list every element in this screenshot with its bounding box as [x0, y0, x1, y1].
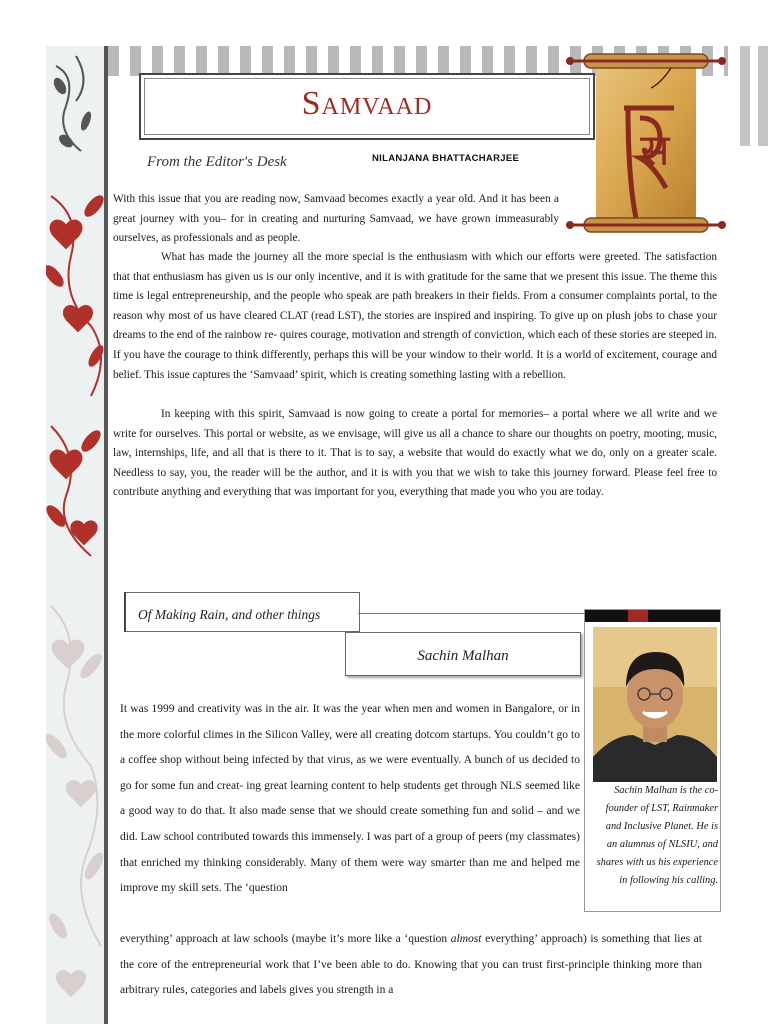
article-paragraph: [120, 927, 702, 1004]
photo-top-bar: [585, 610, 720, 622]
author-box: [345, 632, 581, 676]
sidebar-divider: [104, 46, 108, 1024]
editor-name: NILANJANA BHATTACHARJEE: [372, 153, 520, 164]
photo-caption: Sachin Malhan is the co-founder of LST, Rainmaker and Inclusive Planet. He is an alumnus of NLSIU, and shares with us his experience in following his calling.: [596, 785, 718, 886]
article-text: everything’ approach at law schools (maybe it’s more like a ‘question: [120, 933, 451, 945]
editorial-paragraph: What has made the journey all the more special is the enthusiasm with which our efforts were greeted. The satisfaction that that enthusiasm has given us is our only incentive, and it is with gratitude for the same that we present this issue. The theme this time is legal entrepreneurship, and the people who speak are path breakers in their fields. From a consumer complaints portal, to the reason why most of us have cleared CLAT (read LST), the stories are inspired and inspiring. To give up on plush jobs to chase your dreams to the end of the rainbow re- quires courage, motivation and strength of conviction, which each of these stories are steeped in. If you have the courage to think differently, perhaps this will be your window to their world. It is a world of excitement, courage and belief. This issue captures the ‘Samvaad’ spirit, which is creating something lasting with a rebellion.: [113, 251, 717, 381]
editorial-paragraph: In keeping with this spirit, Samvaad is now going to create a portal for memories– a portal where we all write and we write for ourselves. This portal or website, as we envisage, will give us all a chance to share our thoughts on poetry, mooting, music, law, internships, life, and all that is there to it. That is to say, a website that would do exactly what we do, only on a greater scale. Needless to say, you, the reader will be the author, and it is with you that we wish to take this journey forward. Please feel free to contribute anything and everything that was important for you, everything that made you who you are today.: [113, 408, 717, 499]
scroll-logo: [566, 48, 726, 238]
article-emphasis: almost: [450, 933, 482, 945]
masthead: [139, 73, 595, 140]
scroll-glyph: स: [640, 125, 670, 176]
author-name: Sachin Malhan: [417, 648, 509, 664]
magazine-title: Samvaad: [301, 85, 433, 122]
section-title: Of Making Rain, and other things: [138, 607, 321, 622]
article-paragraph: It was 1999 and creativity was in the air. It was the year when men and women in Bangalore, or in the more colorful climes in the Silicon Valley, were all creating dotcom startups. You couldn’t go to a coffee shop without being infected by that virus, as we were eventually. A bunch of us decided to go for some fun and creat- ing great learning content to help students get through NLS seemed like a good way to do that. It also made sense that we should create something fun and solid – and we did. Law school contributed towards this immensely. I was part of a group of peers (my classmates) that enriched my thinking considerably. Many of them were way smarter than me and helped me improve my skill sets. The ‘question: [120, 703, 580, 895]
header-stripes-right: [740, 46, 768, 146]
editorial-paragraph: With this issue that you are reading now, Samvaad becomes exactly a year old. And it has been a great journey with you– for in creating and nurturing Samvaad, we have grown immeasurably ourselves, as professionals and as people.: [113, 193, 559, 245]
floral-ornament-icon: [46, 46, 106, 1024]
author-photo-frame: [584, 609, 721, 912]
section-title-box: [124, 592, 360, 632]
author-photo: [593, 627, 717, 782]
article-text: everything’ approach) is something that lies at the core of the entrepreneurial work that I’ve been able to do. Knowing that you can trust first-principle thinking more than arbitrary rules, categories and labels gives you strength in a: [120, 933, 702, 997]
decorative-sidebar: [46, 46, 106, 1024]
editor-heading: From the Editor's Desk: [147, 154, 287, 170]
section-rule: [358, 613, 588, 614]
photo-accent-bar: [628, 610, 648, 622]
